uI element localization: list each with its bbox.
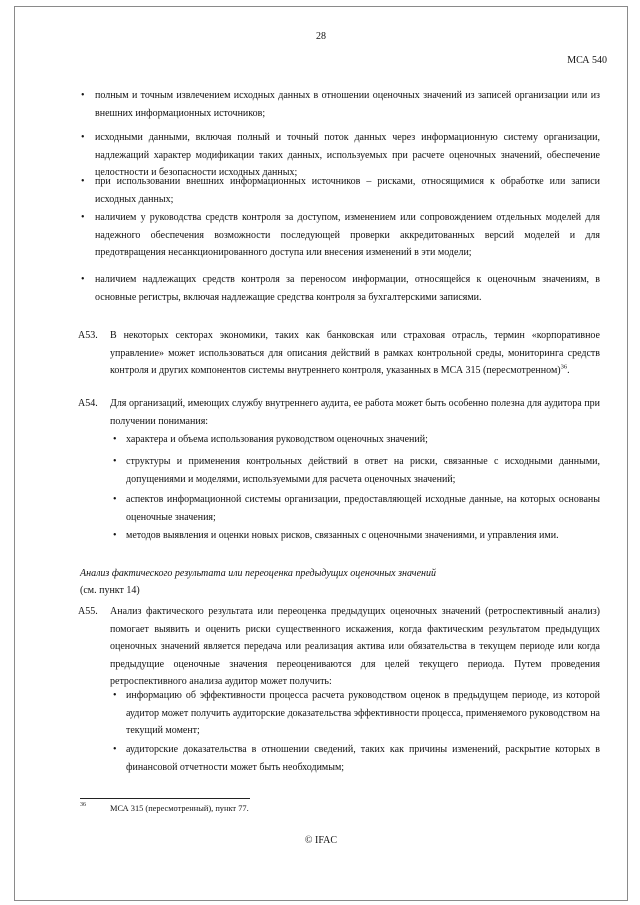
list-item [81,209,600,262]
list-item [113,687,600,740]
list-item [81,271,600,306]
list-item-text: при использовании внешних информационных источников – рисками, относящимися к обработке или записи исходных данных; [95,176,600,205]
list-item [113,527,600,545]
standard-label: МСА 540 [567,55,607,66]
bullet-icon: • [81,274,85,285]
list-item-text: наличием у руководства средств контроля за доступом, изменением или сопровождением отдельных моделей для надежного обеспечения возможности последующей проверки аккредитованных версий моделей и для предотвращения несанкционированного доступа или внесения изменений в эти модели; [95,212,600,259]
bullet-icon: • [81,212,85,223]
bullet-icon: • [113,434,117,445]
paragraph-text: Для организаций, имеющих службу внутреннего аудита, ее работа может быть особенно полезна для аудитора при получении понимания: [110,398,600,427]
copyright-footer: © IFAC [304,835,338,846]
paragraph-a53: A53. В некоторых секторах экономики, таких как банковская или страховая отрасль, термин «корпоративное управление» может использоваться для описания действий в рамках контрольной среды, мониторинга средств контроля и других компонентов системы внутреннего контроля, указанных в МСА 315 (пересмотренном)$^{36}$. [110,327,600,380]
paragraph-text: Анализ фактического результата или переоценка предыдущих оценочных значений (ретроспективный анализ) помогает выявить и оценить риски существенного искажения, когда фактическим результатом предыдущих оценочных значений является передача или реализация актива или обязательства в текущем периоде или когда предыдущие оценочные значения переоцениваются для целей текущего периода. Путем проведения ретроспективного анализа аудитор может получить: [110,606,600,688]
list-item-text: характера и объема использования руководством оценочных значений; [126,434,428,445]
list-item-text: структуры и применения контрольных действий в ответ на риски, связанные с исходными данными, допущениями и моделями, используемыми для расчета оценочных значений; [126,456,600,485]
list-item-text: аспектов информационной системы организации, предоставляющей исходные данные, на которых основаны оценочные значения; [126,494,600,523]
bullet-icon: • [81,176,85,187]
section-reference: (см. пункт 14) [80,585,140,596]
list-item [113,453,600,488]
list-item [81,87,600,122]
document-page [14,6,628,901]
footnote-text: МСА 315 (пересмотренный), пункт 77. [110,804,249,813]
list-item [113,431,600,449]
footnote-mark: 36 [80,802,86,808]
paragraph-a54 [78,395,600,430]
bullet-icon: • [81,132,85,143]
list-item [113,491,600,526]
list-item-text: наличием надлежащих средств контроля за переносом информации, относящейся к оценочным значениям, в основные регистры, включая надлежащие средства контроля за бухгалтерскими записями. [95,274,600,303]
list-item [81,173,600,208]
bullet-icon: • [113,690,117,701]
list-item-text: информацию об эффективности процесса расчета руководством оценок в предыдущем периоде, из которой аудитор может получить аудиторские доказательства эффективности процесса, применяемого руководством на текущий момент; [126,690,600,737]
bullet-icon: • [113,494,117,505]
paragraph-label: A53. [78,330,98,341]
page-number: 28 [316,31,326,42]
list-item [113,741,600,776]
footnote-divider [80,798,250,799]
list-item-text: методов выявления и оценки новых рисков, связанных с оценочными значениями, и управления ими. [126,530,559,541]
section-heading: Анализ фактического результата или переоценка предыдущих оценочных значений [80,568,436,579]
paragraph-label: A54. [78,398,98,409]
footnote-ref[interactable]: 36 [560,363,568,371]
paragraph-a55 [78,603,600,691]
list-item-text: исходными данными, включая полный и точный поток данных через информационную систему организации, надлежащий характер модификации таких данных, используемых при расчете оценочных значений, обеспечение целостности и безопасности исходных данных; [95,132,600,179]
paragraph-label: A55. [78,606,98,617]
list-item-text: полным и точным извлечением исходных данных в отношении оценочных значений из записей организации или из внешних информационных источников; [95,90,600,119]
bullet-icon: • [113,456,117,467]
bullet-icon: • [113,530,117,541]
paragraph-text: В некоторых секторах экономики, таких как банковская или страховая отрасль, термин «корпоративное управление» может использоваться для описания действий в рамках контрольной среды, мониторинга средств контроля и других компонентов системы внутреннего контроля, указанных в МСА 315 (пересмотренном) [110,330,600,377]
list-item-text: аудиторские доказательства в отношении сведений, таких как причины изменений, раскрытие которых в финансовой отчетности может быть необходимым; [126,744,600,773]
bullet-icon: • [113,744,117,755]
bullet-icon: • [81,90,85,101]
